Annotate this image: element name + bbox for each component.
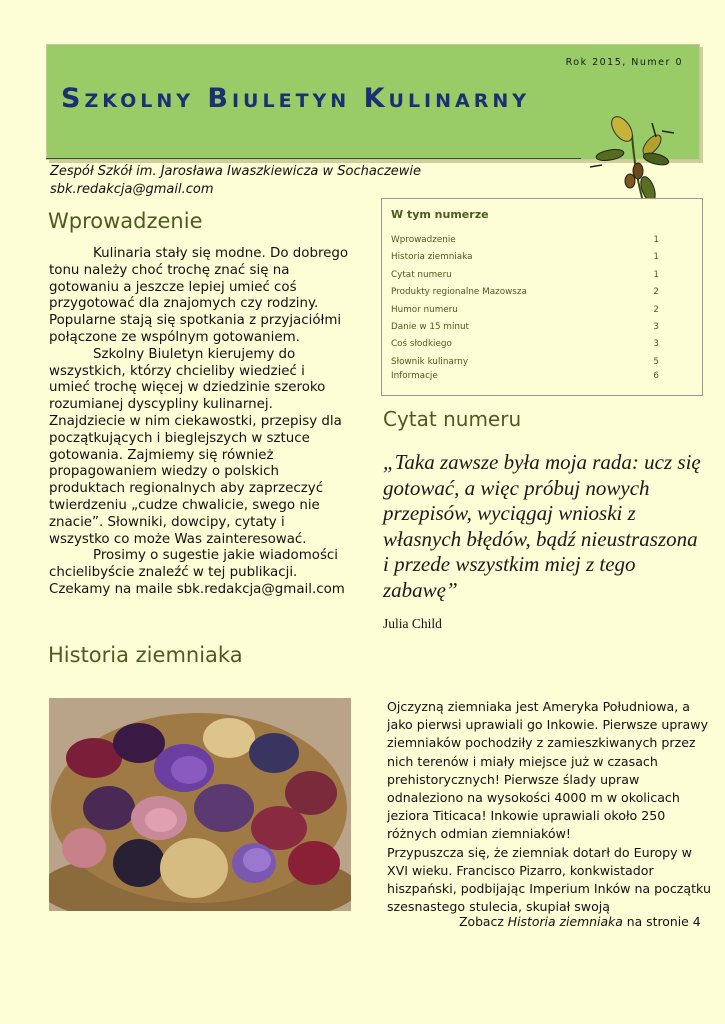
history-heading: Historia ziemniaka	[48, 643, 243, 667]
intro-paragraph: Prosimy o sugestie jakie wiadomości chcielibyście znaleźć w tej publikacji. Czekamy na maile sbk.redakcja@gmail.com	[49, 548, 345, 597]
toc-item[interactable]	[391, 322, 659, 339]
continuation-prefix: Zobacz	[459, 914, 504, 929]
potatoes-basket-photo	[49, 698, 351, 911]
toc-item-label: Informacje	[391, 370, 438, 381]
toc-item-label: Danie w 15 minut	[391, 321, 469, 332]
newsletter-title: Szkolny Biuletyn Kulinarny	[61, 83, 531, 114]
toc-item-page: 6	[653, 370, 659, 381]
quote-heading: Cytat numeru	[383, 407, 522, 431]
toc-item-page: 2	[653, 287, 659, 298]
toc-item[interactable]	[391, 339, 659, 356]
toc-item-page: 3	[653, 321, 659, 332]
toc-item[interactable]	[391, 270, 659, 287]
toc-list	[391, 235, 659, 388]
history-paragraph: Przypuszcza się, że ziemniak dotarł do Europy w XVI wieku. Francisco Pizarro, konkwistador hiszpański, podbijając Imperium Inków na początku szesnastego stulecia, skupiał swoją	[387, 844, 711, 915]
toc-item[interactable]	[391, 252, 659, 269]
school-name: Zespół Szkół im. Jarosława Iwaszkiewicza w Sochaczewie	[50, 164, 422, 179]
intro-heading: Wprowadzenie	[48, 209, 203, 233]
toc-item-page: 1	[653, 269, 659, 280]
toc-item[interactable]	[391, 235, 659, 252]
school-email: sbk.redakcja@gmail.com	[50, 182, 214, 197]
school-info	[50, 163, 421, 199]
herb-sprig-icon	[582, 115, 680, 210]
continuation-suffix: na stronie 4	[626, 914, 701, 929]
toc-item[interactable]	[391, 371, 659, 388]
quote-author: Julia Child	[383, 616, 442, 631]
toc-item-label: Słownik kulinarny	[391, 356, 469, 367]
table-of-contents	[381, 198, 703, 396]
toc-item[interactable]	[391, 287, 659, 304]
history-text	[387, 698, 712, 916]
issue-label: Rok 2015, Numer 0	[565, 57, 683, 68]
toc-item-label: Cytat numeru	[391, 269, 452, 280]
continuation-note[interactable]	[459, 914, 701, 929]
toc-item-page: 5	[653, 356, 659, 367]
header-divider	[46, 158, 581, 159]
history-paragraph: Ojczyzną ziemniaka jest Ameryka Południowa, a jako pierwsi uprawiali go Inkowie. Pierwsze uprawy ziemniaków pochodziły z zamieszkiwanych przez nich terenów i miały miejsce już w czasach prehistorycznych! Pierwsze ślady upraw odnaleziono na wysokości 4000 m w okolicach jeziora Titicaca! Inkowie uprawiali około 250 różnych odmian ziemniaków!	[387, 699, 709, 842]
intro-paragraph: Kulinaria stały się modne. Do dobrego tonu należy choć trochę znać się na gotowaniu a jeszcze lepiej umieć coś przygotować dla znajomych czy rodziny. Popularne stają się spotkania z przyjaciółmi połączone ze wspólnym gotowaniem.	[49, 246, 349, 345]
toc-item-page: 1	[653, 235, 659, 245]
toc-item-label: Wprowadzenie	[391, 235, 456, 245]
toc-heading: W tym numerze	[391, 208, 489, 221]
toc-item-page: 2	[653, 304, 659, 315]
quote-text: „Taka zawsze była moja rada: ucz się gotować, a więc próbuj nowych przepisów, wyciągaj wnioski z własnych błędów, bądź nieustraszona i przede wszystkim miej z tego zabawę”	[383, 450, 701, 602]
toc-item[interactable]	[391, 357, 659, 371]
toc-item-label: Humor numeru	[391, 304, 458, 315]
toc-item-label: Coś słodkiego	[391, 339, 452, 350]
toc-item-page: 1	[653, 252, 659, 263]
continuation-title: Historia ziemniaka	[507, 914, 623, 929]
toc-item-label: Produkty regionalne Mazowsza	[391, 287, 527, 298]
toc-item[interactable]	[391, 305, 659, 322]
intro-text	[49, 246, 349, 599]
toc-item-label: Historia ziemniaka	[391, 252, 473, 263]
toc-item-page: 3	[653, 339, 659, 350]
intro-paragraph: Szkolny Biuletyn kierujemy do wszystkich, którzy chcieliby wiedzieć i umieć trochę więcej w dziedzinie szeroko rozumianej dyscypliny kulinarnej. Znajdziecie w nim ciekawostki, przepisy dla początkujących i bieglejszych w sztuce gotowania. Zajmiemy się również propagowaniem wiedzy o polskich produktach regionalnych aby zaprzeczyć twierdzeniu „cudze chwalicie, swego nie znacie”. Słowniki, dowcipy, cytaty i wszystko co może Was zainteresować.	[49, 346, 342, 547]
